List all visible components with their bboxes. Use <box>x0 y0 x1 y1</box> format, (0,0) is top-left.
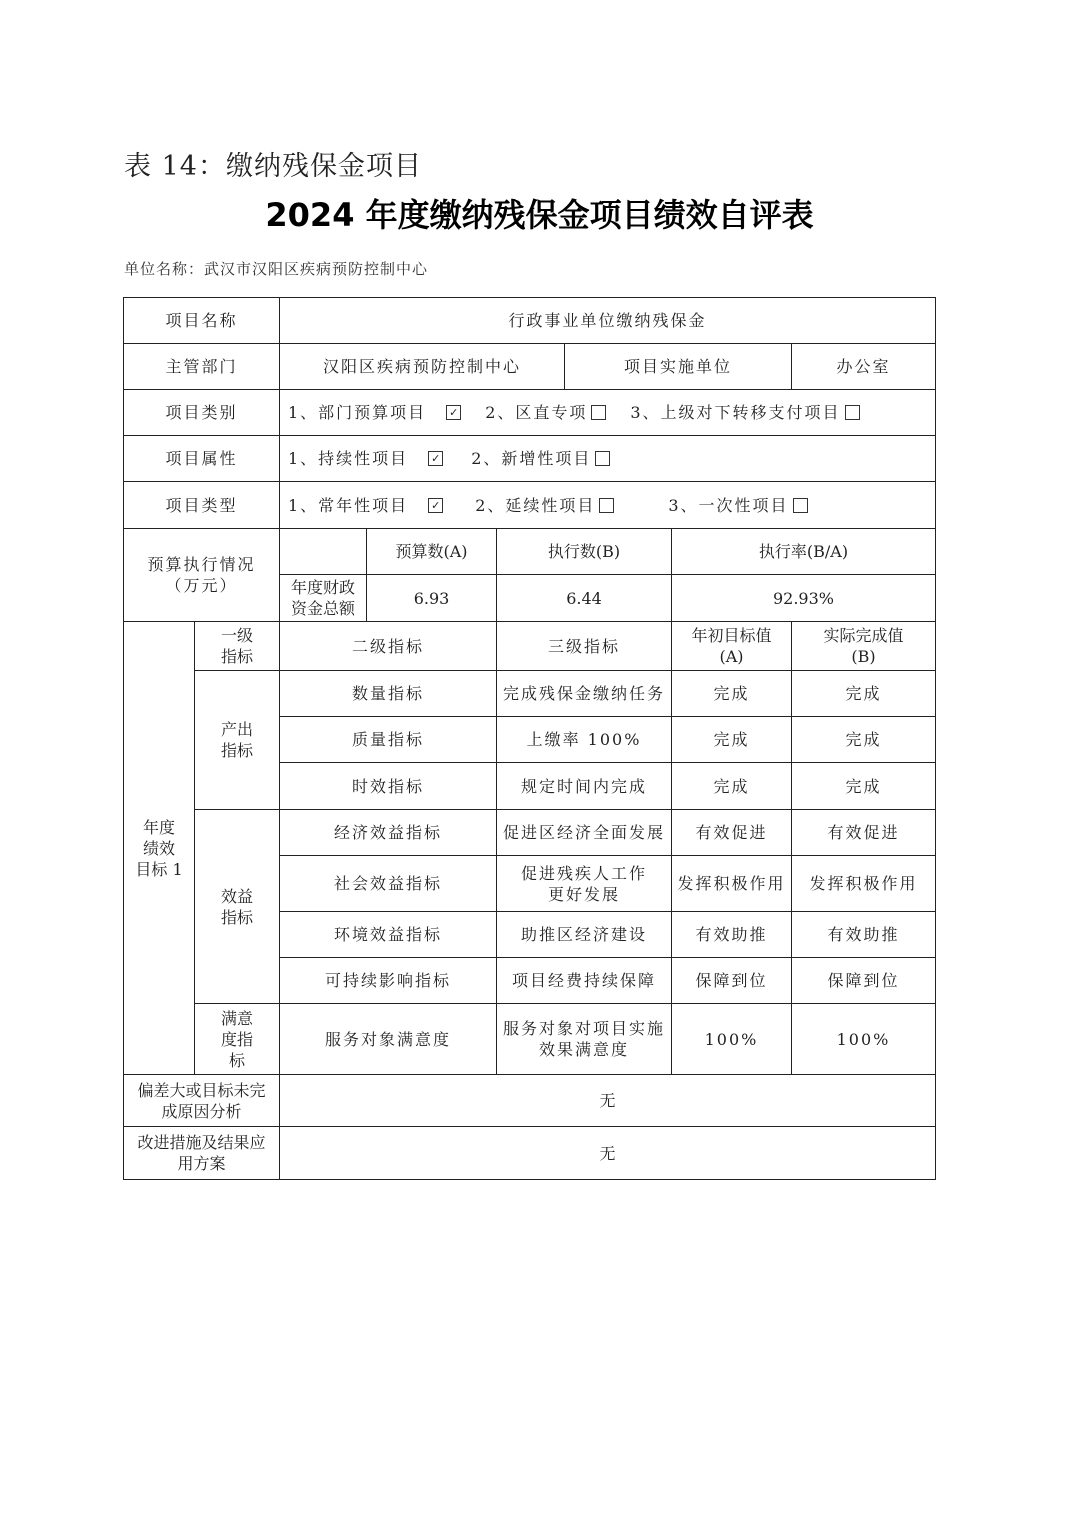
goals-header-l3-line: 三级指标 <box>547 636 620 656</box>
project-name-label <box>123 297 280 344</box>
goal-l3 <box>496 716 672 763</box>
category-options-option <box>630 403 863 422</box>
budget-value <box>366 574 497 622</box>
budget-header-blank <box>279 528 367 575</box>
rate-value-line: 92.93% <box>772 588 834 608</box>
type-label <box>123 481 280 529</box>
goal-l3 <box>496 670 672 717</box>
option-label: 2、新增性项目 <box>471 449 592 468</box>
goal-l2-line: 环境效益指标 <box>333 925 442 944</box>
goal-actual-line: 完成 <box>845 730 882 749</box>
category-options-text <box>288 402 864 423</box>
goal-actual-line: 有效助推 <box>827 925 900 944</box>
type-options-option <box>288 496 447 515</box>
unchecked-checkbox-icon[interactable] <box>845 405 860 420</box>
goal-actual-text <box>845 776 881 797</box>
goal-group-l1 <box>194 670 280 810</box>
goal-l3-line: 助推区经济建设 <box>520 925 647 944</box>
goal-l2-text <box>352 776 424 797</box>
category-label <box>123 389 280 436</box>
type-label-line: 项目类型 <box>165 495 238 515</box>
goal-l3-text <box>521 776 647 797</box>
goal-actual-text <box>837 1029 891 1050</box>
goals-section-label-line: 年度 <box>142 817 175 837</box>
goal-l3-line: 效果满意度 <box>538 1040 629 1059</box>
option-label: 1、持续性项目 <box>288 449 409 468</box>
goal-l2 <box>279 911 497 958</box>
goals-header-target-text <box>691 625 771 667</box>
table-caption: 表 14：缴纳残保金项目 <box>124 151 422 182</box>
goals-header-l1-text <box>221 625 253 667</box>
dept-label-line: 主管部门 <box>165 357 238 376</box>
goal-l3 <box>496 957 672 1004</box>
unchecked-checkbox-icon[interactable] <box>595 451 610 466</box>
budget-col-rate-text <box>759 541 848 562</box>
goal-group-l1-line: 指标 <box>220 741 253 760</box>
category-options-option <box>485 403 610 422</box>
goal-actual-text <box>845 683 881 704</box>
option-label: 3、上级对下转移支付项目 <box>630 403 841 422</box>
option-label: 3、一次性项目 <box>668 495 789 515</box>
goal-actual-text <box>827 924 899 945</box>
impl-unit-label-line: 项目实施单位 <box>623 357 732 376</box>
option-label: 1、常年性项目 <box>288 495 409 515</box>
goal-l2-line: 经济效益指标 <box>333 823 442 842</box>
goal-l2-text <box>352 729 424 750</box>
goal-l2-line: 时效指标 <box>351 776 424 796</box>
budget-label-line: 预算执行情况 <box>147 555 256 574</box>
goals-header-l1 <box>194 621 280 671</box>
goal-l2 <box>279 762 497 810</box>
deviation-label-line: 成原因分析 <box>161 1101 242 1121</box>
goal-l2 <box>279 670 497 717</box>
type-options-text <box>288 495 812 516</box>
impl-unit-value <box>791 343 936 390</box>
exec-value <box>496 574 672 622</box>
goal-l2-line: 服务对象满意度 <box>324 1029 451 1049</box>
goal-actual-line: 完成 <box>845 776 882 796</box>
unchecked-checkbox-icon[interactable] <box>599 498 614 513</box>
budget-col-rate-line: 执行率(B/A) <box>758 542 849 561</box>
goal-l3-text <box>527 729 642 750</box>
option-label: 1、部门预算项目 <box>288 403 427 422</box>
goal-target-line: 完成 <box>713 684 750 703</box>
goal-l3-text <box>521 924 647 945</box>
category-label-line: 项目类别 <box>165 403 238 422</box>
goal-l3-text <box>503 683 665 704</box>
deviation-label-line: 偏差大或目标未完 <box>137 1080 266 1100</box>
goal-group-l1 <box>194 1003 280 1075</box>
goals-header-actual-text <box>823 625 903 667</box>
goal-actual <box>791 670 936 717</box>
goal-l3-line: 服务对象对项目实施 <box>502 1019 665 1038</box>
goal-l2-text <box>334 924 442 945</box>
budget-col-exec <box>496 528 672 575</box>
goal-group-l1 <box>194 809 280 1004</box>
project-name-value-text <box>508 310 706 331</box>
goals-header-l1-line: 一级 <box>220 626 253 645</box>
goal-target <box>671 809 792 856</box>
improve-value <box>279 1126 936 1180</box>
exec-value-line: 6.44 <box>566 588 602 608</box>
goal-group-l1-line: 满意 <box>220 1008 253 1028</box>
goal-group-l1-text <box>221 886 253 928</box>
goal-target <box>671 911 792 958</box>
goal-l2-line: 社会效益指标 <box>333 874 442 893</box>
goal-l3-line: 上缴率 100% <box>526 730 642 749</box>
attribute-label-line: 项目属性 <box>165 449 238 468</box>
goal-l2-text <box>334 822 442 843</box>
goal-target <box>671 957 792 1004</box>
goals-header-actual-line: (B) <box>851 647 876 666</box>
budget-value-text <box>414 588 450 609</box>
budget-col-exec-line: 执行数(B) <box>547 542 621 561</box>
goal-target-text <box>695 924 767 945</box>
goal-actual <box>791 716 936 763</box>
unchecked-checkbox-icon[interactable] <box>793 498 808 513</box>
goal-target-text <box>713 683 749 704</box>
goal-l3 <box>496 1003 672 1075</box>
goal-actual <box>791 809 936 856</box>
goal-target <box>671 670 792 717</box>
checked-checkbox-icon[interactable]: ✓ <box>446 405 461 420</box>
goal-l2-line: 可持续影响指标 <box>324 971 451 990</box>
goal-l3-line: 促进残疾人工作 <box>520 863 647 883</box>
improve-label-line: 改进措施及结果应 <box>137 1133 266 1152</box>
impl-unit-label <box>564 343 792 390</box>
goal-actual-text <box>827 970 899 991</box>
goal-group-l1-line: 产出 <box>220 720 253 739</box>
project-name-value-line: 行政事业单位缴纳残保金 <box>508 311 707 330</box>
goal-l3 <box>496 911 672 958</box>
goal-actual <box>791 957 936 1004</box>
goal-group-l1-text <box>221 719 253 761</box>
goal-group-l1-line: 度指 <box>220 1029 253 1049</box>
goal-group-l1-line: 效益 <box>220 886 253 906</box>
goal-target-line: 完成 <box>713 730 750 749</box>
goal-actual-text <box>827 822 899 843</box>
type-options <box>279 481 936 529</box>
checked-checkbox-icon[interactable]: ✓ <box>428 498 443 513</box>
goal-l2 <box>279 855 497 912</box>
goals-header-l2-line: 二级指标 <box>351 636 424 656</box>
goal-target-text <box>713 776 749 797</box>
goal-l3-text <box>512 970 656 991</box>
goal-target <box>671 855 792 912</box>
goal-target <box>671 716 792 763</box>
goal-target-line: 有效助推 <box>695 925 768 944</box>
attribute-options-option <box>288 449 447 468</box>
goals-header-l1-line: 指标 <box>220 647 253 666</box>
budget-row-label <box>279 574 367 622</box>
impl-unit-value-text <box>836 356 890 377</box>
goals-header-l3 <box>496 621 672 671</box>
goal-actual-line: 保障到位 <box>827 971 900 990</box>
goal-actual <box>791 1003 936 1075</box>
budget-col-budget-line: 预算数(A) <box>395 542 468 561</box>
budget-value-line: 6.93 <box>413 588 450 608</box>
goals-header-l3-text <box>548 636 620 657</box>
goals-header-actual-line: 实际完成值 <box>823 626 904 645</box>
attribute-options-text <box>288 448 614 469</box>
goal-l2-line: 数量指标 <box>351 684 424 703</box>
goal-actual-text <box>845 729 881 750</box>
goal-l3-line: 促进区经济全面发展 <box>502 823 665 842</box>
attribute-label <box>123 435 280 482</box>
improve-label-text <box>137 1132 265 1174</box>
project-name-label-text <box>165 310 237 331</box>
option-label: 2、延续性项目 <box>475 495 596 515</box>
goal-actual-line: 完成 <box>845 684 882 703</box>
goal-target-line: 保障到位 <box>695 971 768 990</box>
goal-l2 <box>279 809 497 856</box>
goal-l2-text <box>352 683 424 704</box>
attribute-options-option <box>471 449 614 468</box>
goal-l3-line: 规定时间内完成 <box>520 776 647 796</box>
rate-value <box>671 574 936 622</box>
goal-l2-text <box>325 1029 451 1050</box>
goal-l3-text <box>503 1018 665 1060</box>
budget-label-line: （万元） <box>165 576 238 595</box>
deviation-value-text <box>599 1090 615 1111</box>
dept-label-text <box>165 356 237 377</box>
goal-l3 <box>496 855 672 912</box>
goal-l2-text <box>325 970 451 991</box>
goals-section-label <box>123 621 195 1075</box>
goal-l3 <box>496 809 672 856</box>
attribute-options <box>279 435 936 482</box>
improve-label <box>123 1126 280 1180</box>
goal-target-text <box>705 1029 759 1050</box>
budget-label-text <box>147 554 255 596</box>
budget-row-label-line: 年度财政 <box>290 578 355 597</box>
category-options <box>279 389 936 436</box>
goals-section-label-line: 绩效 <box>142 838 175 858</box>
page-title: 2024 年度缴纳残保金项目绩效自评表 <box>265 196 814 234</box>
improve-label-line: 用方案 <box>177 1154 226 1173</box>
goal-target <box>671 1003 792 1075</box>
impl-unit-value-line: 办公室 <box>836 357 891 376</box>
unchecked-checkbox-icon[interactable] <box>591 405 606 420</box>
goal-target-line: 100% <box>704 1029 759 1049</box>
dept-value-line: 汉阳区疾病预防控制中心 <box>322 357 521 376</box>
goals-header-l2 <box>279 621 497 671</box>
goal-actual <box>791 911 936 958</box>
goals-header-target <box>671 621 792 671</box>
goal-l2-line: 质量指标 <box>351 730 424 749</box>
goal-l3-line: 更好发展 <box>547 884 620 904</box>
goals-section-label-line: 目标 1 <box>135 859 183 879</box>
goal-l3-text <box>503 822 665 843</box>
type-options-option <box>475 496 618 515</box>
category-label-text <box>165 402 237 423</box>
dept-label <box>123 343 280 390</box>
goal-group-l1-line: 标 <box>228 1050 245 1070</box>
dept-value <box>279 343 565 390</box>
project-name-label-line: 项目名称 <box>165 311 238 330</box>
dept-value-text <box>323 356 521 377</box>
goal-target-line: 完成 <box>713 776 750 796</box>
attribute-label-text <box>165 448 237 469</box>
goal-target-line: 有效促进 <box>695 823 768 842</box>
goal-target-text <box>695 822 767 843</box>
improve-value-line: 无 <box>599 1143 616 1163</box>
unit-name: 单位名称：武汉市汉阳区疾病预防控制中心 <box>124 260 429 278</box>
goal-l3-line: 项目经费持续保障 <box>511 971 656 990</box>
rate-value-text <box>773 588 834 609</box>
goal-target <box>671 762 792 810</box>
goal-l3-line: 完成残保金缴纳任务 <box>502 684 665 703</box>
goal-group-l1-line: 指标 <box>220 907 253 927</box>
budget-row-label-line: 资金总额 <box>290 599 355 618</box>
budget-label <box>123 528 280 622</box>
type-label-text <box>165 495 237 516</box>
goal-actual-text <box>809 873 917 894</box>
budget-row-label-text <box>291 577 355 619</box>
type-options-option <box>668 496 811 515</box>
goals-header-l2-text <box>352 636 424 657</box>
category-options-option <box>288 403 465 422</box>
goal-actual-line: 100% <box>836 1029 891 1049</box>
project-name-value <box>279 297 936 344</box>
goals-header-actual <box>791 621 936 671</box>
deviation-value <box>279 1074 936 1127</box>
goal-l3-text <box>521 863 647 905</box>
exec-value-text <box>566 588 602 609</box>
goal-actual <box>791 855 936 912</box>
goal-l3 <box>496 762 672 810</box>
deviation-value-line: 无 <box>599 1091 616 1110</box>
budget-col-rate <box>671 528 936 575</box>
deviation-label <box>123 1074 280 1127</box>
improve-value-text <box>599 1143 615 1164</box>
goal-target-text <box>695 970 767 991</box>
deviation-label-text <box>137 1080 265 1122</box>
impl-unit-label-text <box>624 356 732 377</box>
goal-actual-line: 发挥积极作用 <box>809 874 918 893</box>
budget-col-budget <box>366 528 497 575</box>
budget-col-budget-text <box>395 541 467 562</box>
budget-col-exec-text <box>548 541 620 562</box>
goals-header-target-line: 年初目标值 <box>691 626 772 645</box>
goal-actual <box>791 762 936 810</box>
goals-header-target-line: (A) <box>719 647 744 666</box>
goal-group-l1-text <box>221 1008 253 1071</box>
goal-l2-text <box>334 873 442 894</box>
goal-target-text <box>713 729 749 750</box>
goals-section-label-text <box>135 817 182 880</box>
option-label: 2、区直专项 <box>485 403 588 422</box>
goal-l2 <box>279 716 497 763</box>
goal-target-text <box>677 873 785 894</box>
goal-actual-line: 有效促进 <box>827 823 900 842</box>
goal-l2 <box>279 1003 497 1075</box>
checked-checkbox-icon[interactable]: ✓ <box>428 451 443 466</box>
goal-target-line: 发挥积极作用 <box>677 874 786 893</box>
goal-l2 <box>279 957 497 1004</box>
